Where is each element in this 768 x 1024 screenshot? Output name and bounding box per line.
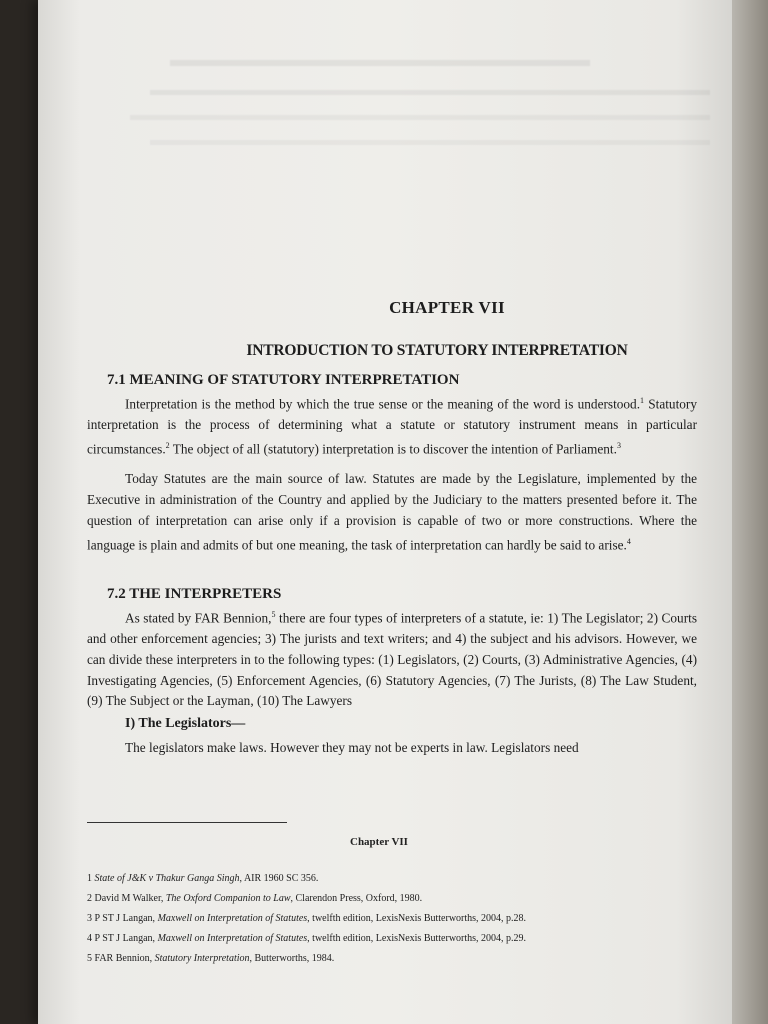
footnote-ref-2: 2 [165,441,170,451]
subheading-legislators: I) The Legislators— [125,716,246,732]
footnote-ref-4: 4 [626,536,631,546]
section-heading-7-1: 7.1 MEANING OF STATUTORY INTERPRETATION [107,372,460,388]
footnote-divider [87,822,287,823]
footnote-ref-3: 3 [616,441,621,451]
section-7-2-paragraph-1: As stated by FAR Bennion,$^5$ there are four types of interpreters of a statute, ie: 1) The Legislator; 2) Courts and other enforcement agencies; 3) The jurists and text writers; and 4) the subject and his advisors. However, we can divide these interpreters in to the following types: (1) Legislators, (2) Courts, (3) Administrative Agencies, (4) Investigating Agencies, (5) Enforcement Agencies, (6) Statutory Agencies, (7) The Jurists, (8) The Law Student, (9) The Subject or the Layman, (10) The Lawyers [87,609,697,709]
page-fold-shadow [732,0,768,1024]
footnote-4: 4 P ST J Langan, Maxwell on Interpretation of Statutes, twelfth edition, LexisNexis Butterworths, 2004, p.29. [87,933,527,944]
footnotes [87,869,699,969]
section-7-2-paragraph-2: The legislators make laws. However they may not be experts in law. Legislators need [125,740,579,756]
footnote-2: 2 David M Walker, The Oxford Companion to Law, Clarendon Press, Oxford, 1980. [87,893,423,904]
section-7-1-paragraph-1: Interpretation is the method by which the true sense or the meaning of the word is understood.$^1$ Statutory interpretation is the process of determining what a statute or statutory instrument means in particular circumstances.$^2$ The object of all (statutory) interpretation is to discover the intention of Parliament.$^3$ [87,396,697,457]
chapter-title: CHAPTER VII [389,298,505,317]
footnote-ref-1: 1 [640,396,645,405]
chapter-subtitle: INTRODUCTION TO STATUTORY INTERPRETATION [246,342,628,359]
section-heading-7-2: 7.2 THE INTERPRETERS [107,585,282,602]
footnote-3: 3 P ST J Langan, Maxwell on Interpretation of Statutes, twelfth edition, LexisNexis Butterworths, 2004, p.28. [87,913,527,924]
footnote-1: 1 State of J&K v Thakur Ganga Singh, AIR 1960 SC 356. [87,873,319,884]
page-content [87,290,697,759]
section-7-1-paragraph-2: Today Statutes are the main source of law. Statutes are made by the Legislature, implemented by the Executive in administration of the Country and applied by the Judiciary to the matters presented before it. The question of interpretation can arise only if a provision is capable of two or more constructions. Where the language is plain and admits of but one meaning, the task of interpretation can hardly be said to arise.$^4$ [87,471,697,553]
footnote-ref-5: 5 [271,609,276,619]
footnote-5: 5 FAR Bennion, Statutory Interpretation, Butterworths, 1984. [87,953,335,964]
footnote-chapter-label: Chapter VII [350,836,408,848]
bleed-through-text [90,60,710,155]
